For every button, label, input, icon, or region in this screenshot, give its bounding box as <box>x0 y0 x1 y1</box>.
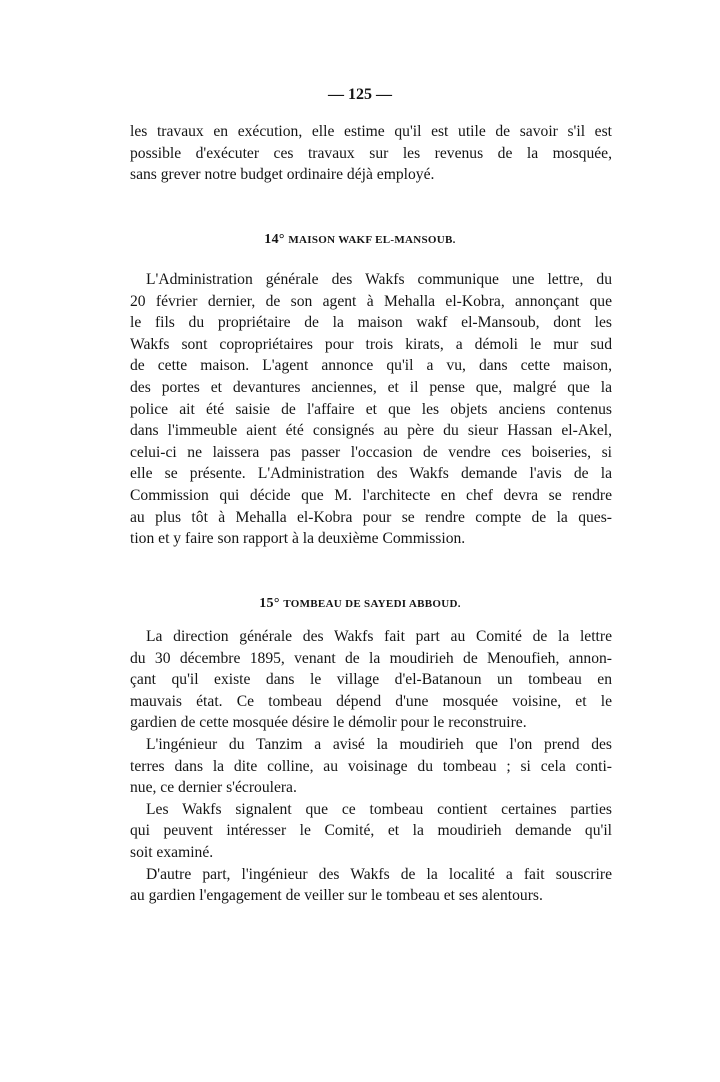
text-line: Commission qui décide que M. l'architecte en chef devra se rendre <box>130 486 612 504</box>
section-14-body <box>130 269 612 550</box>
text-line: çant qu'il existe dans le village d'el-Batanoun un tombeau en <box>130 671 612 689</box>
text-line: dans l'immeuble aient été consignés au père du sieur Hassan el-Akel, <box>130 422 612 440</box>
text-line: possible d'exécuter ces travaux sur les revenus de la mosquée, <box>130 144 612 162</box>
paragraph <box>130 626 612 734</box>
text-line: celui-ci ne laissera pas passer l'occasion de vendre ces boiseries, si <box>130 443 612 461</box>
section-14-title: MAISON WAKF EL-MANSOUB. <box>288 234 456 246</box>
text-line: terres dans la dite colline, au voisinage du tombeau ; si cela conti- <box>130 757 612 775</box>
text-line: sans grever notre budget ordinaire déjà employé. <box>130 166 435 184</box>
text-line: nue, ce dernier s'écroulera. <box>130 779 297 797</box>
text-line: les travaux en exécution, elle estime qu'il est utile de savoir s'il est <box>130 123 612 140</box>
paragraph <box>130 269 612 550</box>
text-line: Les Wakfs signalent que ce tombeau contient certaines parties <box>146 800 612 818</box>
text-line: L'ingénieur du Tanzim a avisé la moudirieh que l'on prend des <box>146 735 612 753</box>
text-line: au gardien l'engagement de veiller sur le tombeau et ses alentours. <box>130 887 543 905</box>
text-line: 20 février dernier, de son agent à Mehalla el-Kobra, annonçant que <box>130 292 612 310</box>
section-14-heading <box>0 231 720 248</box>
text-line: La direction générale des Wakfs fait part au Comité de la lettre <box>146 628 612 645</box>
text-line: police ait été saisie de l'affaire et que les objets anciens contenus <box>130 400 612 418</box>
text-line: qui peuvent intéresser le Comité, et la moudirieh demande qu'il <box>130 822 612 840</box>
paragraph <box>130 799 612 864</box>
text-line: L'Administration générale des Wakfs communique une lettre, du <box>146 271 612 288</box>
text-line: tion et y faire son rapport à la deuxième Commission. <box>130 530 466 548</box>
text-line: soit examiné. <box>130 843 214 861</box>
text-line: de cette maison. L'agent annonce qu'il a vu, dans cette maison, <box>130 357 612 375</box>
text-line: D'autre part, l'ingénieur des Wakfs de la localité a fait souscrire <box>146 865 612 883</box>
text-line: elle se présente. L'Administration des Wakfs demande l'avis de la <box>130 465 612 483</box>
text-line: des portes et devantures anciennes, et il pense que, malgré que la <box>130 378 612 396</box>
section-15-title: TOMBEAU DE SAYEDI ABBOUD. <box>283 598 461 610</box>
intro-paragraph <box>130 121 612 186</box>
text-line: du 30 décembre 1895, venant de la moudirieh de Menoufieh, annon- <box>130 649 612 667</box>
text-line: mauvais état. Ce tombeau dépend d'une mosquée voisine, et le <box>130 692 612 710</box>
section-15-heading <box>0 595 720 612</box>
page-number: — 125 — <box>328 86 392 103</box>
section-15-number: 15° <box>259 596 280 611</box>
text-line: au plus tôt à Mehalla el-Kobra pour se rendre compte de la ques- <box>130 508 612 526</box>
text-line: gardien de cette mosquée désire le démolir pour le reconstruire. <box>130 714 527 732</box>
section-15-body <box>130 626 612 907</box>
text-line: le fils du propriétaire de la maison wakf el-Mansoub, dont les <box>130 314 612 332</box>
paragraph <box>130 734 612 799</box>
text-line: Wakfs sont copropriétaires pour trois kirats, a démoli le mur sud <box>130 335 612 353</box>
paragraph <box>130 864 612 907</box>
section-14-number: 14° <box>264 232 285 247</box>
